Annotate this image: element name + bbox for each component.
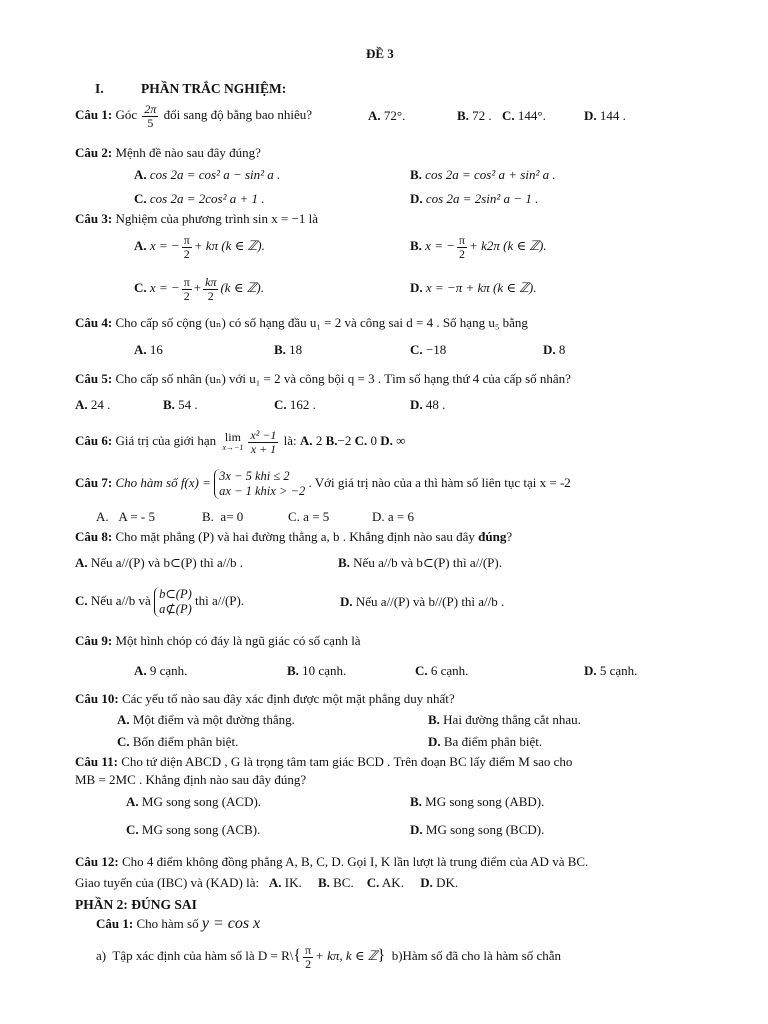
q8-label: Câu 8:: [75, 529, 113, 544]
q9-d-text: 5 cạnh.: [599, 663, 638, 678]
q8-c-post: thì a//(P).: [195, 593, 245, 608]
q12-text-2: Giao tuyến của (IBC) và (KAD) là:: [75, 875, 260, 890]
q9-b-label: B.: [287, 663, 299, 678]
p2a-num: π: [305, 942, 312, 957]
question-7: [75, 465, 571, 501]
q4-a-text: 16: [149, 342, 163, 357]
q5-d-label: D.: [410, 397, 423, 412]
q3-text: Nghiệm của phương trình sin x = −1 là: [115, 211, 319, 226]
q3-a-label: A.: [134, 238, 147, 253]
q10-option-c: [117, 734, 238, 750]
q11-option-d: [410, 822, 544, 838]
q6-fraction: [248, 429, 278, 456]
q8-a-label: A.: [75, 555, 88, 570]
q3-c-fraction-2: [203, 276, 218, 303]
q3-c-den2: 2: [207, 288, 214, 303]
q6-label: Câu 6:: [75, 433, 113, 448]
q10-d-label: D.: [428, 734, 441, 749]
q3-b-den: 2: [459, 246, 466, 261]
q4-label: Câu 4:: [75, 315, 113, 330]
q1-d-label: D.: [584, 108, 597, 123]
q7-case-2: ax − 1 khix > −2: [219, 484, 306, 499]
q12-a-text: IK.: [284, 875, 302, 890]
q3-b-num: π: [459, 232, 466, 247]
q9-label: Câu 9:: [75, 633, 113, 648]
q6-den: x + 1: [250, 441, 277, 456]
q12-c-text: AK.: [381, 875, 404, 890]
q12-label: Câu 12:: [75, 854, 119, 869]
q1-b-label: B.: [457, 108, 469, 123]
q1-frac-den: 5: [147, 115, 154, 130]
q10-option-b: [428, 712, 581, 728]
p2q1-function: y = cos x: [201, 915, 261, 932]
q7-piecewise: [214, 469, 305, 499]
q8-c-label: C.: [75, 593, 88, 608]
question-3: [75, 211, 318, 227]
q11-label: Câu 11:: [75, 754, 118, 769]
q5-option-d: [410, 397, 445, 413]
q2-d-text: cos 2a = 2sin² a − 1 .: [425, 191, 539, 206]
q6-post: là:: [283, 433, 297, 448]
q9-option-b: [287, 663, 346, 679]
q9-option-a: [134, 663, 187, 679]
q6-lim-sub: x→−1: [222, 443, 244, 453]
q3-option-d: [410, 280, 537, 296]
q3-c-den: 2: [183, 288, 190, 303]
q1-fraction: [142, 103, 158, 130]
q3-b-label: B.: [410, 238, 422, 253]
question-4: [75, 315, 528, 331]
q5-a-label: A.: [75, 397, 88, 412]
q3-label: Câu 3:: [75, 211, 113, 226]
q8-option-b: [338, 555, 502, 571]
q7-d-text: a = 6: [387, 509, 414, 524]
q8-text-bold: đúng: [478, 529, 507, 544]
question-6: [75, 424, 405, 458]
q3-a-fraction: [182, 234, 192, 261]
q11-c-text: MG song song (ACB).: [141, 822, 261, 837]
q10-option-a: [117, 712, 295, 728]
q4-b-text: 18: [289, 342, 303, 357]
q3-c-num: π: [183, 274, 190, 289]
q1-b-text: 72 .: [472, 108, 492, 123]
part2-heading: PHẦN 2: ĐÚNG SAI: [75, 897, 197, 912]
q10-a-label: A.: [117, 712, 130, 727]
q7-b-label: B.: [202, 509, 214, 524]
q2-label: Câu 2:: [75, 145, 113, 160]
q9-b-text: 10 cạnh.: [302, 663, 347, 678]
q1-c-text: 144°.: [517, 108, 546, 123]
q7-case-1: 3x − 5 khi ≤ 2: [219, 469, 290, 484]
q6-b-label: B.: [325, 433, 338, 448]
q7-c-text: a = 5: [303, 509, 330, 524]
q7-option-d: [372, 509, 414, 525]
q12-d-label: D.: [420, 875, 433, 890]
q11-text-line-2: MB = 2MC . Khẳng định nào sau đây đúng?: [75, 772, 307, 787]
q2-d-label: D.: [410, 191, 423, 206]
q7-option-c: [288, 509, 329, 525]
q1-a-text: 72°.: [383, 108, 406, 123]
part1-number: I.: [95, 81, 104, 96]
q6-b-text: −2: [337, 433, 352, 448]
q8-c-case-1: b⊂(P): [159, 587, 192, 602]
q9-d-label: D.: [584, 663, 597, 678]
q3-option-c: [134, 273, 264, 303]
q3-a-post: + kπ (k ∈ ℤ).: [193, 238, 265, 253]
p2q1-label: Câu 1:: [96, 916, 134, 931]
q1-post: đổi sang độ bằng bao nhiêu?: [163, 107, 313, 122]
q8-c-pre: Nếu a//b và: [90, 593, 151, 608]
q6-a-text: 2: [315, 433, 323, 448]
question-9: [75, 633, 361, 649]
q4-d-text: 8: [558, 342, 566, 357]
q2-option-b: [410, 167, 556, 183]
question-5: [75, 371, 571, 387]
q11-d-text: MG song song (BCD).: [425, 822, 545, 837]
p2a-den: 2: [305, 956, 312, 971]
q10-c-label: C.: [117, 734, 130, 749]
q11-option-b: [410, 794, 544, 810]
q6-num: x² −1: [250, 427, 277, 442]
q6-lim-word: lim: [224, 430, 241, 445]
q7-a-text: A = - 5: [118, 509, 155, 524]
q5-text: Cho cấp số nhân (uₙ) với u₁ = 2 và công bội q = 3 . Tìm số hạng thứ 4 của cấp số nhân?: [115, 371, 571, 386]
q1-label: Câu 1:: [75, 107, 113, 122]
q1-option-a: [368, 108, 405, 124]
p2a-brace-close: }: [377, 947, 386, 964]
q1-a-label: A.: [368, 108, 381, 123]
q4-option-b: [274, 342, 302, 358]
q9-c-label: C.: [415, 663, 428, 678]
q11-d-label: D.: [410, 822, 423, 837]
q10-text: Các yếu tố nào sau đây xác định được một mặt phẳng duy nhất?: [121, 691, 455, 706]
q2-text: Mệnh đề nào sau đây đúng?: [115, 145, 261, 160]
q3-c-pre: x = −: [149, 280, 180, 295]
q5-c-label: C.: [274, 397, 287, 412]
q6-limit: [222, 432, 243, 452]
q5-c-text: 162 .: [289, 397, 316, 412]
q3-c-fraction-1: [182, 276, 192, 303]
q11-a-text: MG song song (ACD).: [141, 794, 262, 809]
q3-d-text: x = −π + kπ (k ∈ ℤ).: [425, 280, 537, 295]
q4-option-a: [134, 342, 163, 358]
q2-c-text: cos 2a = 2cos² a + 1 .: [149, 191, 265, 206]
q7-option-a: [96, 509, 155, 525]
q4-c-text: −18: [425, 342, 447, 357]
q11-option-c: [126, 822, 260, 838]
q4-option-c: [410, 342, 446, 358]
q1-option-c: [502, 108, 546, 124]
q3-c-label: C.: [134, 280, 147, 295]
q2-a-text: cos 2a = cos² a − sin² a .: [149, 167, 281, 182]
q12-b-label: B.: [317, 875, 330, 890]
q8-d-label: D.: [340, 594, 353, 609]
q7-c-label: C.: [288, 509, 300, 524]
q7-option-b: [202, 509, 243, 525]
question-8: [75, 529, 512, 545]
q12-a-label: A.: [268, 875, 282, 890]
p2b-text: b)Hàm số đã cho là hàm số chẵn: [391, 948, 561, 963]
q5-option-a: [75, 397, 110, 413]
q3-option-b: [410, 231, 547, 261]
q2-option-d: [410, 191, 538, 207]
q10-a-text: Một điểm và một đường thẳng.: [132, 712, 295, 727]
q11-option-a: [126, 794, 261, 810]
q4-c-label: C.: [410, 342, 423, 357]
q1-option-b: [457, 108, 492, 124]
q2-option-a: [134, 167, 280, 183]
q10-c-text: Bốn điểm phân biệt.: [132, 734, 239, 749]
part2-item-a: [96, 936, 561, 976]
q4-b-label: B.: [274, 342, 286, 357]
q6-a-label: A.: [299, 433, 313, 448]
q3-b-fraction: [457, 234, 467, 261]
q1-c-label: C.: [502, 108, 515, 123]
q3-b-post: + k2π (k ∈ ℤ).: [469, 238, 547, 253]
q9-a-text: 9 cạnh.: [149, 663, 188, 678]
q8-option-d: [340, 594, 504, 610]
q8-b-label: B.: [338, 555, 350, 570]
q11-a-label: A.: [126, 794, 139, 809]
question-10: [75, 691, 455, 707]
q12-text-1: Cho 4 điểm không đồng phẳng A, B, C, D. Gọi I, K lần lượt là trung điểm của AD và BC.: [121, 854, 589, 869]
q3-c-post: (k ∈ ℤ).: [220, 280, 264, 295]
q5-option-c: [274, 397, 316, 413]
q9-option-d: [584, 663, 637, 679]
q3-b-pre: x = −: [425, 238, 455, 253]
question-11: [75, 754, 572, 770]
q9-option-c: [415, 663, 468, 679]
q3-d-label: D.: [410, 280, 423, 295]
q3-c-num2: kπ: [205, 274, 217, 289]
q8-d-text: Nếu a//(P) và b//(P) thì a//b .: [355, 594, 505, 609]
q2-b-label: B.: [410, 167, 422, 182]
p2a-fraction: [303, 944, 313, 971]
p2a-pre: Tập xác định của hàm số là D = R\: [112, 948, 294, 963]
q2-b-text: cos 2a = cos² a + sin² a .: [425, 167, 556, 182]
q11-b-text: MG song song (ABD).: [425, 794, 545, 809]
q10-b-text: Hai đường thẳng cắt nhau.: [443, 712, 581, 727]
q4-a-label: A.: [134, 342, 147, 357]
q8-option-a: [75, 555, 243, 571]
q12-line-2: [75, 875, 458, 891]
q2-a-label: A.: [134, 167, 147, 182]
exam-title: ĐỀ 3: [366, 46, 394, 61]
q8-c-system: [154, 587, 192, 617]
q5-label: Câu 5:: [75, 371, 113, 386]
q8-b-text: Nếu a//b và b⊂(P) thì a//(P).: [353, 555, 502, 570]
q3-c-mid: +: [193, 280, 202, 295]
q11-text-1: Cho tứ diện ABCD , G là trọng tâm tam giác BCD . Trên đoạn BC lấy điểm M sao cho: [121, 754, 573, 769]
q4-text: Cho cấp số cộng (uₙ) có số hạng đầu u₁ = 2 và công sai d = 4 . Số hạng u₅ bằng: [115, 315, 528, 330]
q1-option-d: [584, 108, 626, 124]
q8-c-case-2: a⊄(P): [159, 602, 192, 617]
q3-a-pre: x = −: [149, 238, 180, 253]
q8-option-c: [75, 583, 244, 619]
p2q1-text: Cho hàm số: [136, 916, 199, 931]
q6-c-text: 0: [370, 433, 377, 448]
question-12: [75, 854, 588, 870]
q6-d-label: D.: [380, 433, 393, 448]
q7-pre: Cho hàm số f(x) =: [115, 475, 211, 490]
question-2: [75, 145, 261, 161]
q7-label: Câu 7:: [75, 475, 113, 490]
q12-c-label: C.: [366, 875, 380, 890]
q12-d-text: DK.: [436, 875, 459, 890]
question-1: [75, 101, 312, 130]
q8-a-text: Nếu a//(P) và b⊂(P) thì a//b .: [90, 555, 243, 570]
p2a-post: + kπ, k ∈ ℤ: [315, 948, 378, 963]
q7-b-text: a= 0: [220, 509, 244, 524]
part2-question-1: [96, 913, 260, 935]
q8-text-post: ?: [506, 529, 513, 544]
q1-pre: Góc: [115, 107, 138, 122]
q6-d-text: ∞: [396, 433, 406, 448]
q5-b-text: 54 .: [178, 397, 198, 412]
q5-b-label: B.: [163, 397, 175, 412]
q9-text: Một hình chóp có đáy là ngũ giác có số cạnh là: [115, 633, 361, 648]
q5-d-text: 48 .: [425, 397, 446, 412]
q7-post: . Với giá trị nào của a thì hàm số liên tục tại x = -2: [308, 475, 571, 490]
q6-pre: Giá trị của giới hạn: [115, 433, 217, 448]
q5-a-text: 24 .: [90, 397, 111, 412]
q2-option-c: [134, 191, 265, 207]
part1-heading: PHẦN TRẮC NGHIỆM:: [141, 81, 287, 96]
q10-b-label: B.: [428, 712, 440, 727]
q1-d-text: 144 .: [599, 108, 626, 123]
q3-option-a: [134, 231, 265, 261]
q4-option-d: [543, 342, 565, 358]
q3-a-den: 2: [183, 246, 190, 261]
q11-c-label: C.: [126, 822, 139, 837]
p2a-label: a): [96, 948, 107, 963]
q12-b-text: BC.: [333, 875, 354, 890]
q10-label: Câu 10:: [75, 691, 119, 706]
q9-c-text: 6 cạnh.: [430, 663, 469, 678]
q10-d-text: Ba điểm phân biệt.: [443, 734, 543, 749]
q2-c-label: C.: [134, 191, 147, 206]
p2a-brace-open: {: [293, 947, 302, 964]
q6-c-label: C.: [354, 433, 368, 448]
q4-d-label: D.: [543, 342, 556, 357]
q9-a-label: A.: [134, 663, 147, 678]
q7-d-label: D.: [372, 509, 385, 524]
q5-option-b: [163, 397, 198, 413]
q7-a-label: A.: [96, 509, 109, 524]
q1-frac-num: 2π: [144, 101, 157, 116]
q8-text-pre: Cho mặt phẳng (P) và hai đường thẳng a, b . Khẳng định nào sau đây: [115, 529, 475, 544]
q11-b-label: B.: [410, 794, 422, 809]
q3-a-num: π: [183, 232, 190, 247]
q10-option-d: [428, 734, 542, 750]
